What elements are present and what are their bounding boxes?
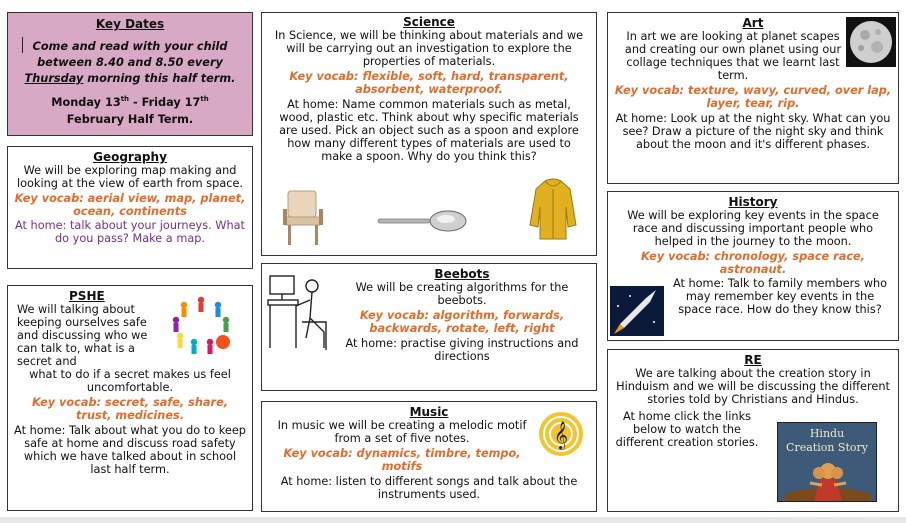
key-dates-range-start: Monday 13 [51, 95, 121, 109]
chair-image [280, 187, 326, 247]
geography-panel [7, 146, 253, 269]
art-title: Art [742, 16, 764, 30]
beebots-title: Beebots [434, 267, 490, 281]
pshe-panel [7, 285, 253, 511]
art-panel [607, 12, 899, 184]
treble-clef-icon [536, 410, 586, 458]
pshe-body-b: what to do if a secret makes us feel uncomfortable. [29, 368, 231, 394]
history-vocab: Key vocab: chronology, space race, astronaut. [641, 250, 865, 276]
key-dates-reading-line1: Come and read with your child between 8.40 and 8.50 every [32, 40, 228, 69]
beebots-panel [261, 263, 597, 391]
svg-text:𝄞: 𝄞 [553, 421, 569, 449]
history-body: We will be exploring key events in the space race and discussing important people who helped in the journey to the moon. [627, 209, 879, 248]
text-cursor [22, 37, 23, 53]
history-panel [607, 191, 899, 341]
geography-title: Geography [93, 150, 167, 164]
history-title: History [728, 195, 778, 209]
key-dates-reading [16, 39, 244, 87]
hindu-creation-story-link[interactable] [777, 422, 877, 502]
pshe-vocab: Key vocab: secret, safe, share, trust, medicines. [31, 396, 229, 422]
re-home: At home click the links below to watch the different creation stories. [615, 410, 759, 449]
re-body: We are talking about the creation story in Hinduism and we will be discussing the different stories told by Christians and Hindus. [616, 367, 890, 406]
key-dates-reading-line2: morning this half term. [83, 72, 236, 85]
computer-user-image [266, 272, 334, 356]
pshe-title: PSHE [69, 289, 105, 303]
science-body: In Science, we will be thinking about materials and we will be carrying out an investigation to explore the properties of materials. [274, 29, 584, 68]
geography-home: At home: talk about your journeys. What do you pass? Make a map. [15, 219, 245, 245]
art-home: At home: Look up at the night sky. What can you see? Draw a picture of the night sky and think about the moon and it's different phases. [615, 112, 891, 151]
raincoat-image [528, 177, 578, 241]
art-body: In art we are looking at planet scapes and creating our own planet using our collage techniques that we learnt last term. [624, 30, 842, 82]
science-home: At home: Name common materials such as metal, wood, plastic etc. Think about why specific materials are used. Pick an object such as a spoon and explore how many different types of materials are used to make a spoon. Why do you think this? [279, 98, 579, 163]
beebots-home: At home: practise giving instructions and directions [345, 337, 579, 363]
music-panel [261, 401, 597, 512]
beebots-body: We will be creating algorithms for the beebots. [355, 281, 569, 307]
key-dates-range-mid: - Friday 17 [129, 95, 201, 109]
key-dates-title: Key Dates [95, 17, 165, 31]
key-dates-panel [7, 12, 253, 136]
hindu-deity-image [778, 457, 877, 502]
music-body: In music we will be creating a melodic motif from a set of five notes. [277, 419, 527, 445]
re-title: RE [744, 353, 762, 367]
key-dates-day: Thursday [24, 72, 84, 85]
art-vocab: Key vocab: texture, wavy, curved, over lap, layer, tear, rip. [614, 84, 892, 110]
history-home: At home: Talk to family members who may remember key events in the space race. How do they know this? [672, 277, 888, 316]
bottom-scrollbar[interactable] [0, 517, 906, 523]
key-dates-range-end: February Half Term. [66, 112, 194, 126]
children-circle-image [166, 292, 236, 356]
spoon-image [376, 209, 468, 233]
key-dates-half-term [16, 91, 244, 128]
beebots-vocab: Key vocab: algorithm, forwards, backwards, rotate, left, right [359, 309, 565, 335]
geography-body: We will be exploring map making and looking at the view of earth from space. [16, 164, 244, 190]
science-vocab: Key vocab: flexible, soft, hard, transparent, absorbent, waterproof. [289, 70, 569, 96]
music-vocab: Key vocab: dynamics, timbre, tempo, motifs [283, 447, 521, 473]
music-title: Music [409, 405, 449, 419]
key-dates-sup2: th [200, 95, 209, 103]
pshe-body-a: We will talking about keeping ourselves safe and discussing who we can talk to, what is a secret and [17, 303, 148, 368]
beebots-content [336, 267, 588, 363]
music-home: At home: listen to different songs and talk about the instruments used. [280, 475, 578, 501]
science-title: Science [403, 15, 455, 29]
key-dates-sup1: th [120, 95, 130, 103]
science-panel [261, 12, 597, 256]
rocket-launch-image [610, 286, 664, 336]
geography-vocab: Key vocab: aerial view, map, planet, ocean, continents [14, 192, 246, 218]
re-thumb-title: Hindu Creation Story [786, 427, 868, 454]
re-panel [607, 349, 899, 512]
ball-icon [216, 335, 230, 349]
pshe-home: At home: Talk about what you do to keep safe at home and discuss road safety which we have talked about in school last half term. [14, 424, 246, 476]
moon-image [846, 17, 896, 67]
